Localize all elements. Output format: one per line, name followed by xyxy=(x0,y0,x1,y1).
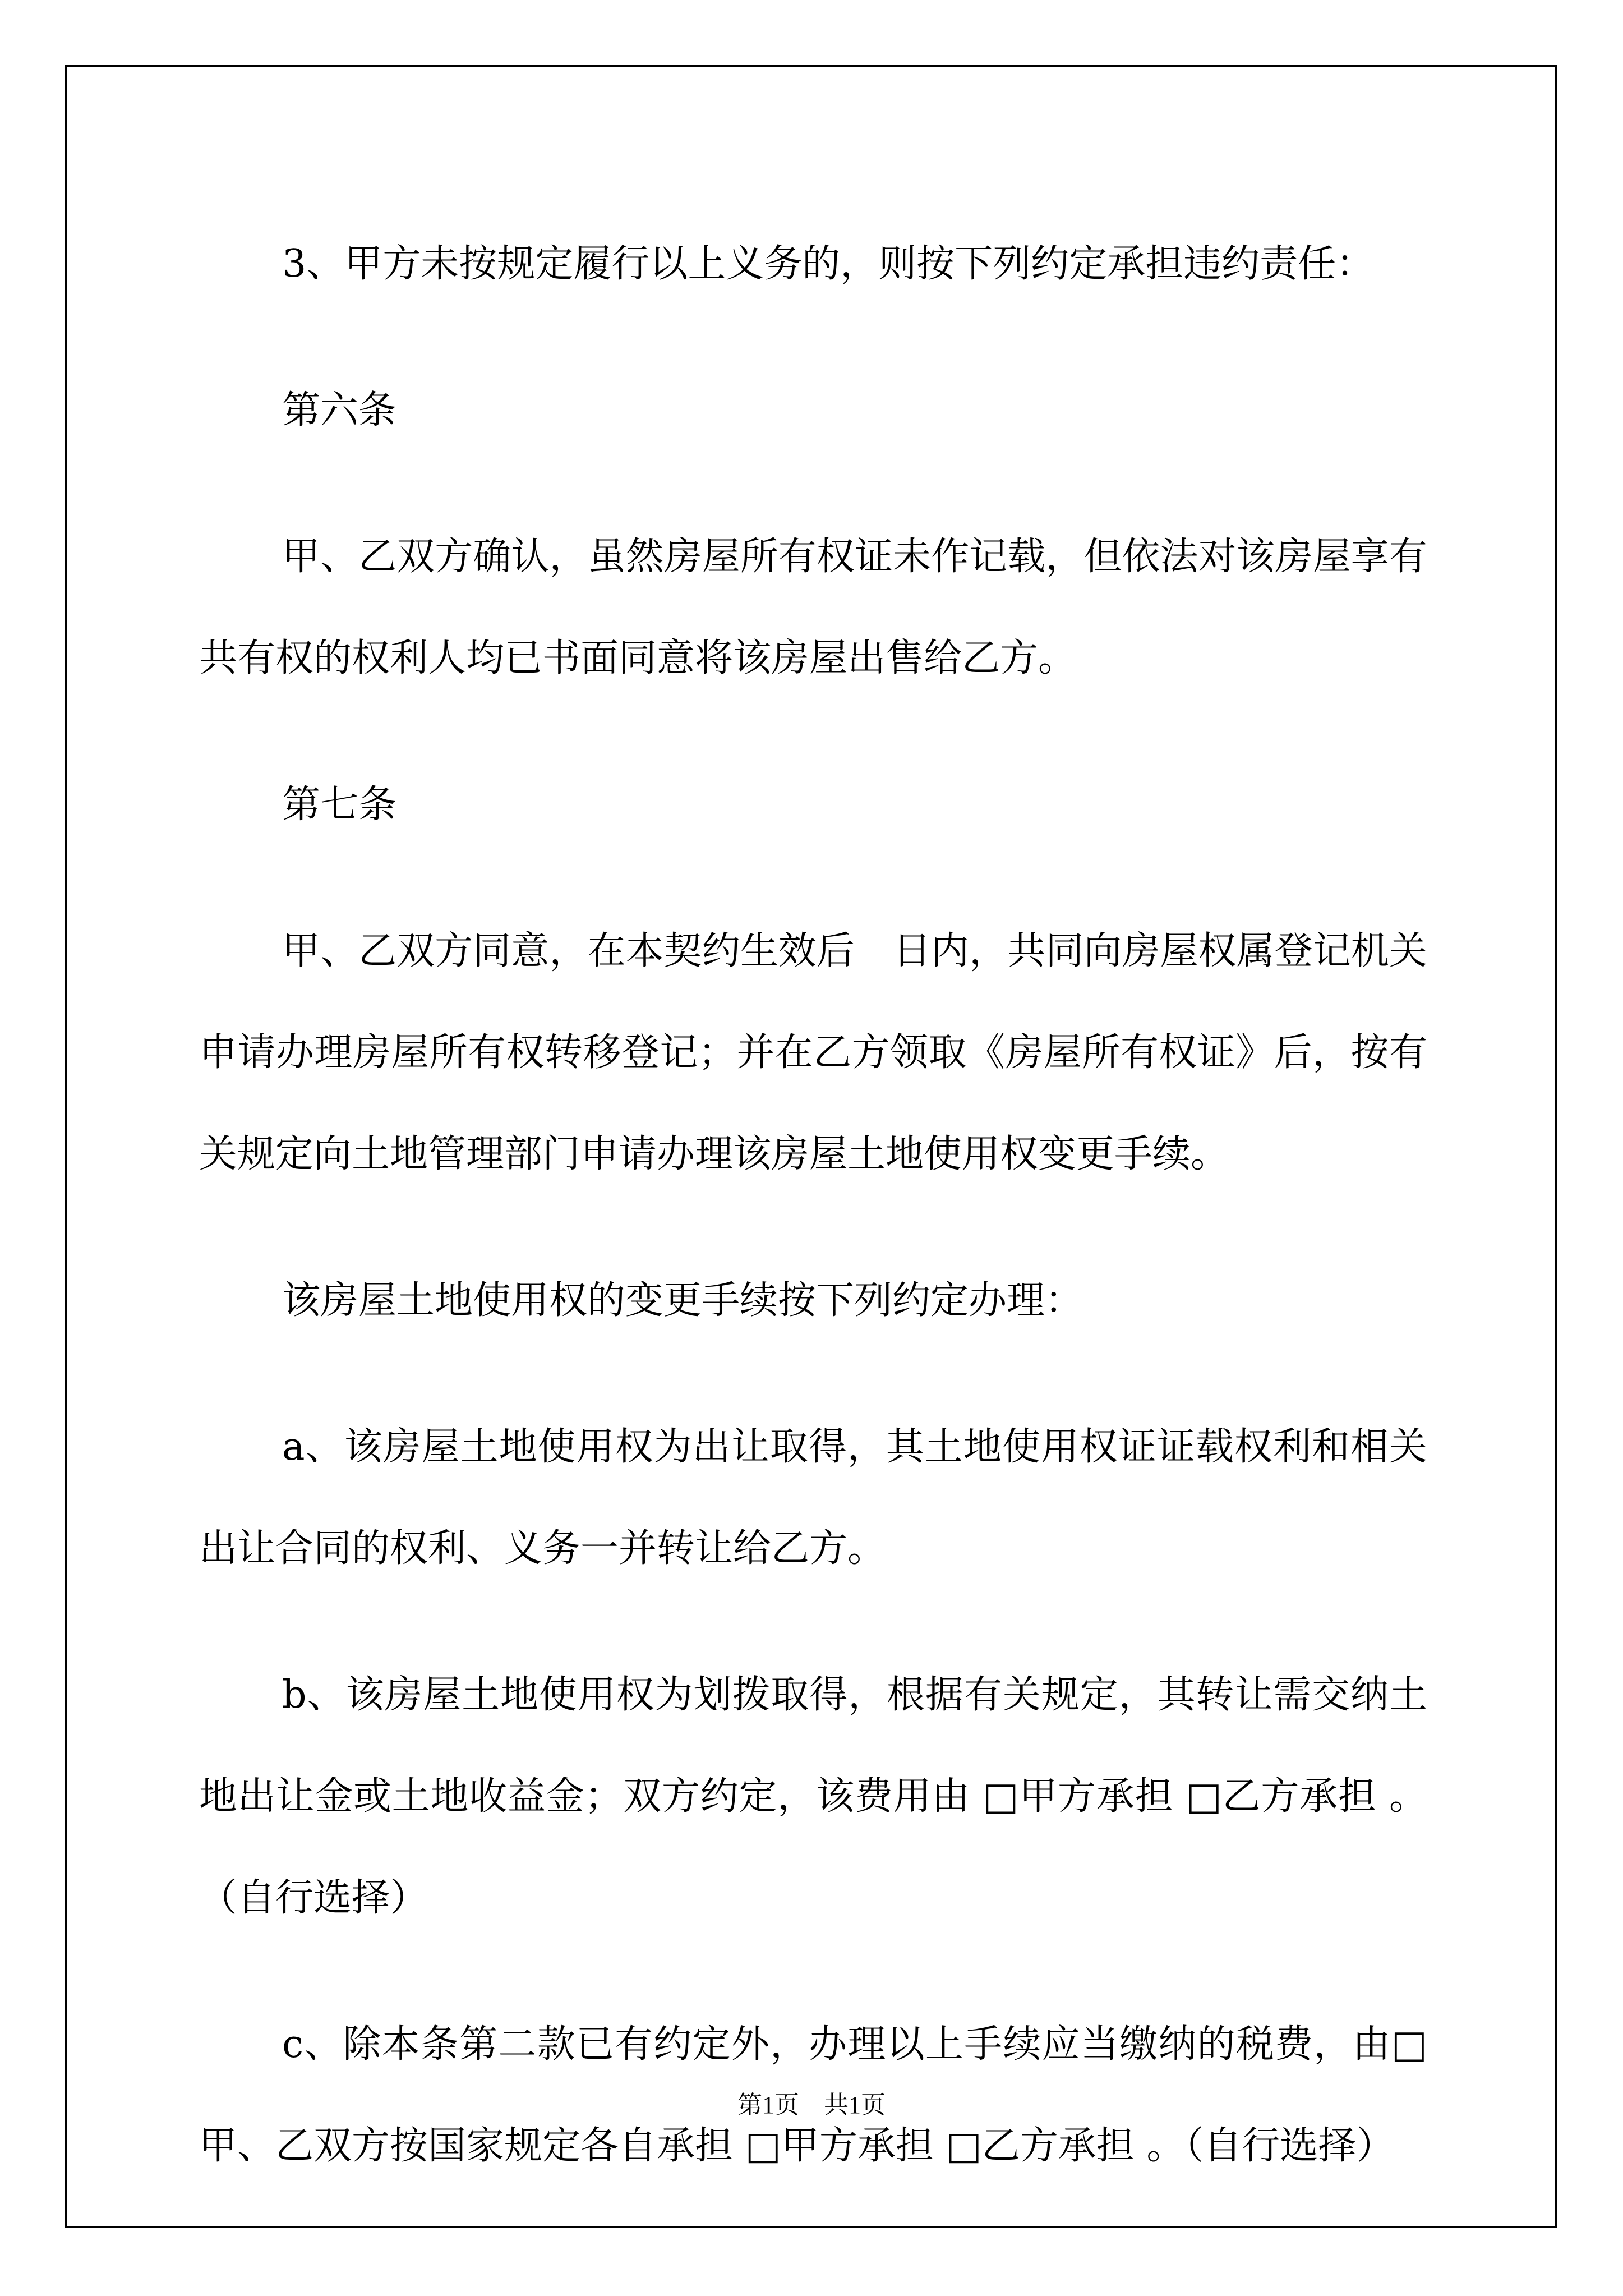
paragraph-option-b: b、该房屋土地使用权为划拨取得，根据有关规定，其转让需交纳土地出让金或土地收益金；双方约定，该费用由 □甲方承担 □乙方承担 。（自行选择） xyxy=(199,1673,1427,1920)
page-total: 共1页 xyxy=(824,2091,886,2119)
page-number: 第1页 xyxy=(737,2091,799,2119)
paragraph-transfer-registration: 甲、乙双方同意，在本契约生效后 日内，共同向房屋权属登记机关申请办理房屋所有权转移登记；并在乙方领取《房屋所有权证》后，按有关规定向土地管理部门申请办理该房屋土地使用权变更手续。 xyxy=(199,929,1427,1176)
article-7-heading: 第七条 xyxy=(282,783,397,827)
paragraph-land-use-change: 该房屋土地使用权的变更手续按下列约定办理： xyxy=(282,1278,1083,1323)
paragraph-option-a: a、该房屋土地使用权为出让取得，其土地使用权证证载权利和相关出让合同的权利、义务一并转让给乙方。 xyxy=(199,1425,1427,1571)
article-6-heading: 第六条 xyxy=(282,388,397,432)
paragraph-co-owner-consent: 甲、乙双方确认，虽然房屋所有权证未作记载，但依法对该房屋享有共有权的权利人均已书面同意将该房屋出售给乙方。 xyxy=(199,535,1427,680)
page-footer xyxy=(0,2085,1623,2120)
document-body xyxy=(199,213,1427,2242)
paragraph-option-c: c、除本条第二款已有约定外，办理以上手续应当缴纳的税费，由□甲、乙双方按国家规定各自承担 □甲方承担 □乙方承担 。（自行选择） xyxy=(199,2022,1427,2168)
paragraph-clause-3: 3、甲方未按规定履行以上义务的，则按下列约定承担违约责任： xyxy=(282,242,1375,286)
